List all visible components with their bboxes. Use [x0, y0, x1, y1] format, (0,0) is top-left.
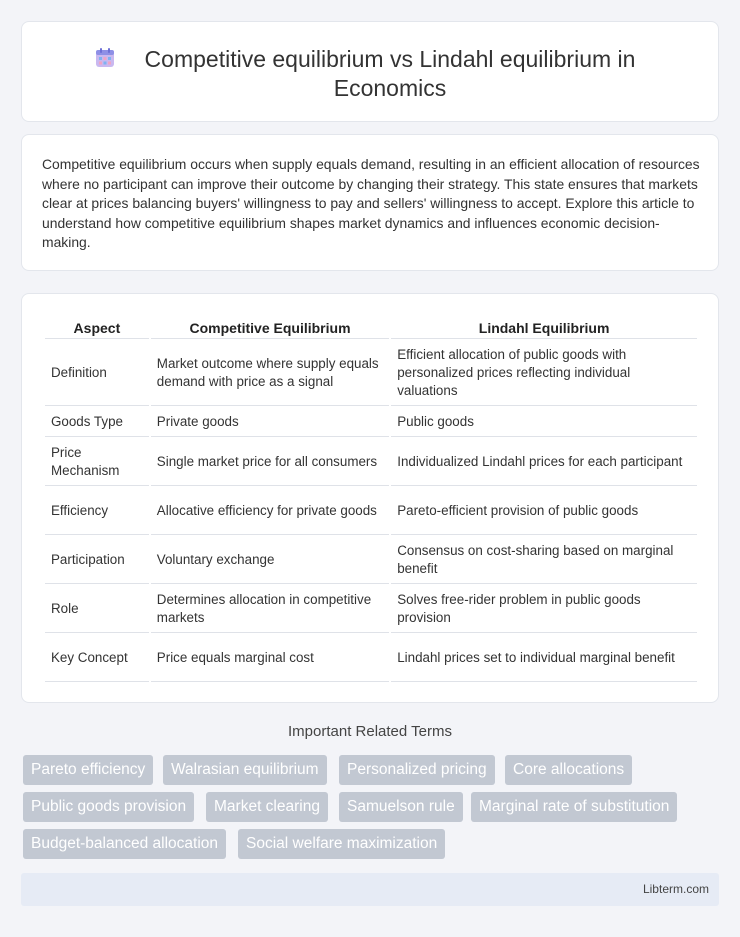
table-cell: Goods Type: [45, 408, 149, 437]
comparison-card: [21, 293, 719, 703]
table-cell: Voluntary exchange: [151, 537, 389, 584]
tag-samuelson-rule[interactable]: Samuelson rule: [339, 792, 463, 822]
tag-social-welfare-maximization[interactable]: Social welfare maximization: [238, 829, 445, 859]
table-cell: Participation: [45, 537, 149, 584]
table-cell: Efficiency: [45, 488, 149, 535]
header-competitive: Competitive Equilibrium: [151, 318, 389, 339]
page-title: Competitive equilibrium vs Lindahl equilibrium in Economics: [144, 46, 636, 101]
tag-marginal-rate-of-substitution[interactable]: Marginal rate of substitution: [471, 792, 677, 822]
tag-pareto-efficiency[interactable]: Pareto efficiency: [23, 755, 153, 785]
table-cell: Allocative efficiency for private goods: [151, 488, 389, 535]
table-row: [45, 635, 697, 682]
table-cell: Individualized Lindahl prices for each participant: [391, 439, 697, 486]
table-cell: Consensus on cost-sharing based on marginal benefit: [391, 537, 697, 584]
header-aspect: Aspect: [45, 318, 149, 339]
table-cell: Lindahl prices set to individual marginal benefit: [391, 635, 697, 682]
comparison-table: [43, 316, 699, 684]
table-cell: Single market price for all consumers: [151, 439, 389, 486]
tag-core-allocations[interactable]: Core allocations: [505, 755, 632, 785]
table-row: [45, 439, 697, 486]
table-cell: Solves free-rider problem in public goods provision: [391, 586, 697, 633]
table-row: [45, 586, 697, 633]
header-lindahl: Lindahl Equilibrium: [391, 318, 697, 339]
tag-walrasian-equilibrium[interactable]: Walrasian equilibrium: [163, 755, 327, 785]
table-row: [45, 488, 697, 535]
table-row: [45, 341, 697, 406]
table-cell: Market outcome where supply equals demand with price as a signal: [151, 341, 389, 406]
table-cell: Role: [45, 586, 149, 633]
table-cell: Price Mechanism: [45, 439, 149, 486]
footer: [21, 873, 719, 906]
table-cell: Price equals marginal cost: [151, 635, 389, 682]
related-terms-title: Important Related Terms: [288, 723, 452, 740]
table-cell: Key Concept: [45, 635, 149, 682]
table-cell: Public goods: [391, 408, 697, 437]
intro-paragraph: Competitive equilibrium occurs when supply equals demand, resulting in an efficient allocation of resources where no participant can improve their outcome by changing their strategy. This state ensures that markets clear at prices balancing buyers' willingness to pay and sellers' willingness to accept. Explore this article to understand how competitive equilibrium shapes market dynamics and influences economic decision-making.: [42, 156, 700, 251]
table-cell: Determines allocation in competitive markets: [151, 586, 389, 633]
title-card: [21, 21, 719, 122]
tag-budget-balanced-allocation[interactable]: Budget-balanced allocation: [23, 829, 226, 859]
tag-market-clearing[interactable]: Market clearing: [206, 792, 328, 822]
footer-brand-link[interactable]: Libterm.com: [642, 882, 709, 896]
intro-card: [21, 134, 719, 271]
table-row: [45, 408, 697, 437]
table-header-row: [45, 318, 697, 339]
tag-personalized-pricing[interactable]: Personalized pricing: [339, 755, 495, 785]
table-cell: Pareto-efficient provision of public goods: [391, 488, 697, 535]
tag-public-goods-provision[interactable]: Public goods provision: [23, 792, 194, 822]
table-cell: Private goods: [151, 408, 389, 437]
table-row: [45, 537, 697, 584]
table-cell: Efficient allocation of public goods with personalized prices reflecting individual valuations: [391, 341, 697, 406]
table-cell: Definition: [45, 341, 149, 406]
